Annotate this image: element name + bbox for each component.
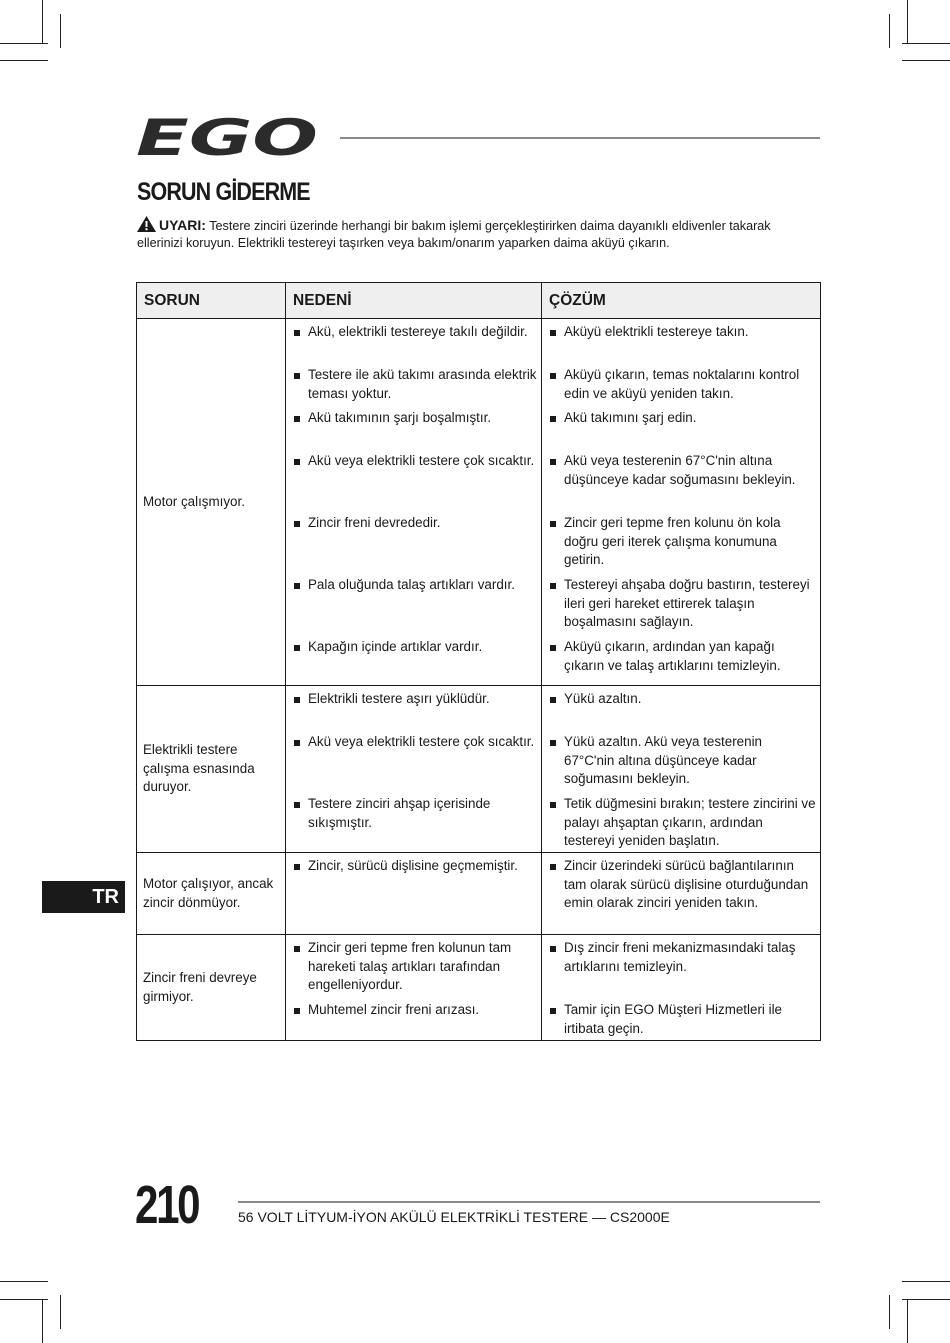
crop-mark bbox=[0, 60, 48, 61]
cause-item: Zincir, sürücü dişlisine geçmemiştir. bbox=[286, 857, 541, 934]
solution-item: Yükü azaltın. Akü veya testerenin 67°C'nin altına düşünceye kadar soğumasını bekleyin. bbox=[542, 733, 820, 795]
cause-item: Akü veya elektrikli testere çok sıcaktır. bbox=[286, 452, 541, 514]
solution-item: Aküyü çıkarın, temas noktalarını kontrol edin ve aküyü yeniden takın. bbox=[542, 366, 820, 409]
solution-item: Zincir üzerindeki sürücü bağlantılarının tam olarak sürücü dişlisine oturduğundan emin olarak zinciri yeniden takın. bbox=[542, 857, 820, 934]
warning-icon bbox=[137, 216, 156, 232]
solution-item: Testereyi ahşaba doğru bastırın, testereyi ileri geri hareket ettirerek talaşın boşalmasını sağlayın. bbox=[542, 576, 820, 638]
table-row bbox=[137, 935, 821, 1041]
crop-mark bbox=[889, 14, 890, 48]
cause-item: Muhtemel zincir freni arızası. bbox=[286, 1001, 541, 1039]
solution-item: Zincir geri tepme fren kolunu ön kola doğru geri iterek çalışma konumuna getirin. bbox=[542, 514, 820, 576]
page-title: SORUN GİDERME bbox=[137, 178, 310, 206]
crop-mark bbox=[889, 1295, 890, 1329]
cause-item: Zincir geri tepme fren kolunun tam hareketi talaş artıkları tarafından engelleniyordur. bbox=[286, 939, 541, 1001]
cause-cell bbox=[286, 935, 542, 1041]
solution-cell bbox=[542, 853, 821, 935]
table-row bbox=[137, 686, 821, 853]
crop-mark bbox=[902, 43, 950, 44]
footer-text: 56 VOLT LİTYUM-İYON AKÜLÜ ELEKTRİKLİ TESTERE — CS2000E bbox=[238, 1209, 670, 1225]
solution-item: Yükü azaltın. bbox=[542, 690, 820, 733]
cause-item: Akü takımının şarjı boşalmıştır. bbox=[286, 409, 541, 452]
cause-item: Akü, elektrikli testereye takılı değildir. bbox=[286, 323, 541, 366]
table-header-row bbox=[137, 283, 821, 319]
cause-item: Elektrikli testere aşırı yüklüdür. bbox=[286, 690, 541, 733]
crop-mark bbox=[902, 60, 950, 61]
solution-item: Akü veya testerenin 67°C'nin altına düşünceye kadar soğumasını bekleyin. bbox=[542, 452, 820, 514]
cause-item: Akü veya elektrikli testere çok sıcaktır. bbox=[286, 733, 541, 795]
header-rule bbox=[340, 137, 820, 139]
footer-rule bbox=[238, 1201, 820, 1203]
problem-cell: Motor çalışıyor, ancak zincir dönmüyor. bbox=[137, 853, 286, 935]
cause-item: Zincir freni devrededir. bbox=[286, 514, 541, 576]
header-cause: NEDENİ bbox=[286, 283, 542, 319]
page-number: 210 bbox=[135, 1175, 199, 1235]
crop-mark bbox=[0, 1299, 48, 1300]
solution-item: Aküyü çıkarın, ardından yan kapağı çıkarın ve talaş artıklarını temizleyin. bbox=[542, 638, 820, 681]
cause-cell bbox=[286, 853, 542, 935]
table-row bbox=[137, 319, 821, 686]
problem-cell: Zincir freni devreye girmiyor. bbox=[137, 935, 286, 1041]
crop-mark bbox=[902, 1299, 950, 1300]
crop-mark bbox=[902, 1281, 950, 1282]
table-row bbox=[137, 853, 821, 935]
logo-text: EGO bbox=[136, 116, 318, 160]
crop-mark bbox=[60, 14, 61, 48]
warning-text: Testere zinciri üzerinde herhangi bir bakım işlemi gerçekleştirirken daima dayanıklı eldivenler takarak ellerinizi koruyun. Elektrikli testereyi taşırken veya bakım/onarım yaparken daima aküyü çıkarın. bbox=[137, 219, 771, 250]
warning-label: UYARI: bbox=[159, 217, 206, 233]
solution-item: Tamir için EGO Müşteri Hizmetleri ile irtibata geçin. bbox=[542, 1001, 820, 1039]
crop-mark bbox=[60, 1295, 61, 1329]
crop-mark bbox=[42, 0, 43, 44]
warning-block bbox=[137, 216, 817, 252]
solution-cell bbox=[542, 686, 821, 853]
cause-item: Testere ile akü takımı arasında elektrik teması yoktur. bbox=[286, 366, 541, 409]
solution-item: Tetik düğmesini bırakın; testere zincirini ve palayı ahşaptan çıkarın, ardından testereyi yeniden başlatın. bbox=[542, 795, 820, 852]
solution-item: Aküyü elektrikli testereye takın. bbox=[542, 323, 820, 366]
crop-mark bbox=[42, 1299, 43, 1343]
cause-cell bbox=[286, 319, 542, 686]
language-tab: TR bbox=[42, 881, 125, 913]
cause-item: Kapağın içinde artıklar vardır. bbox=[286, 638, 541, 681]
problem-cell: Elektrikli testere çalışma esnasında duruyor. bbox=[137, 686, 286, 853]
header-solution: ÇÖZÜM bbox=[542, 283, 821, 319]
troubleshooting-table bbox=[136, 282, 821, 1041]
cause-item: Testere zinciri ahşap içerisinde sıkışmıştır. bbox=[286, 795, 541, 852]
crop-mark bbox=[0, 1281, 48, 1282]
cause-cell bbox=[286, 686, 542, 853]
crop-mark bbox=[907, 1299, 908, 1343]
problem-cell: Motor çalışmıyor. bbox=[137, 319, 286, 686]
cause-item: Pala oluğunda talaş artıkları vardır. bbox=[286, 576, 541, 638]
crop-mark bbox=[0, 43, 48, 44]
crop-mark bbox=[907, 0, 908, 44]
solution-item: Akü takımını şarj edin. bbox=[542, 409, 820, 452]
solution-cell bbox=[542, 935, 821, 1041]
solution-cell bbox=[542, 319, 821, 686]
ego-logo bbox=[136, 116, 321, 160]
solution-item: Dış zincir freni mekanizmasındaki talaş artıklarını temizleyin. bbox=[542, 939, 820, 1001]
header-problem: SORUN bbox=[137, 283, 286, 319]
